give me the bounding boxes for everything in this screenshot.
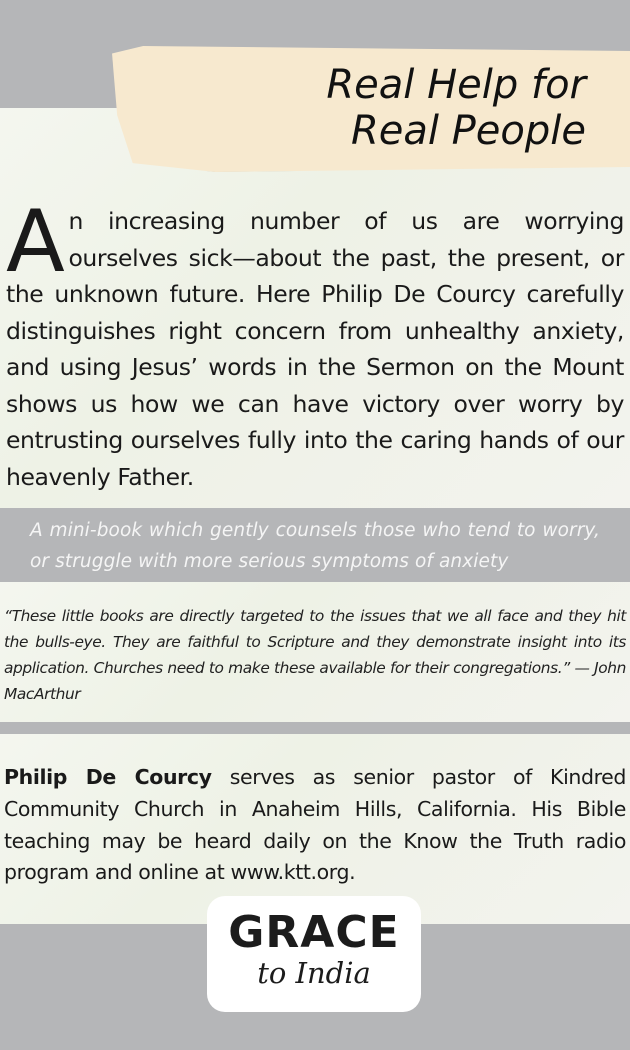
banner-title (226, 62, 586, 154)
author-bio-body: serves as senior pastor of Kindred Community Church in Anaheim Hills, California. His Bible teaching may be heard daily on the Know the Truth radio program and online at www.ktt.org. (4, 765, 627, 885)
banner-title-line1: Real Help for (326, 62, 586, 108)
publisher-logo (207, 896, 421, 1012)
description-text (6, 192, 624, 495)
banner-title-line2: Real People (350, 108, 586, 154)
description-body: n increasing number of us are worrying ourselves sick—about the past, the present, or the unknown future. Here Philip De Courcy carefully distinguishes right concern from unhealthy anxiety, and using Jesus’ words in the Sermon on the Mount shows us how we can have victory over worry by entrusting ourselves fully into the caring hands of our heavenly Father. (6, 207, 624, 491)
endorsement-quote: “These little books are directly targeted to the issues that we all face and they hit the bulls-eye. They are faithful to Scripture and they demonstrate insight into its application. Churches need to make these available for their congregations.” — John MacArthur (4, 607, 626, 703)
author-name: Philip De Courcy (4, 765, 212, 789)
logo-main-text: GRACE (228, 907, 400, 958)
logo-sub-text: to India (257, 956, 371, 990)
author-bio (4, 762, 626, 889)
drop-cap: A (6, 192, 65, 292)
tagline: A mini-book which gently counsels those who tend to worry, or struggle with more serious symptoms of anxiety (0, 508, 630, 582)
